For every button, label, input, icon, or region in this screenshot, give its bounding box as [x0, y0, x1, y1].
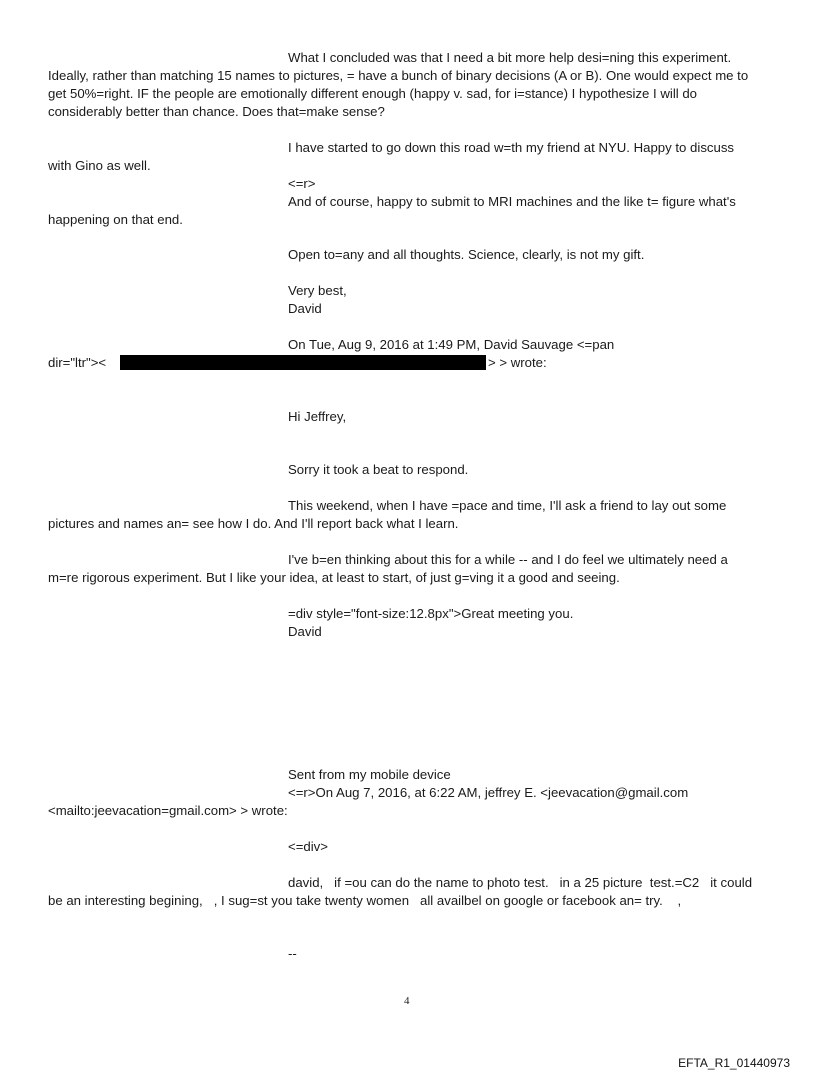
text-line: =div style="font-size:12.8px">Great meeting you. — [288, 606, 574, 621]
text-line: david, if =ou can do the name to photo test. in a 25 picture test.=C2 it could — [288, 875, 753, 890]
text-line: Ideally, rather than matching 15 names to pictures, = have a bunch of binary decisions (A or B). One would expect me to — [48, 68, 749, 83]
text-line: with Gino as well. — [48, 158, 151, 173]
text-line: dir="ltr">< — [48, 355, 107, 370]
text-line: David — [288, 624, 322, 639]
text-line: I have started to go down this road w=th my friend at NYU. Happy to discuss — [288, 140, 735, 155]
text-line: Very best, — [288, 283, 347, 298]
text-line: Open to=any and all thoughts. Science, clearly, is not my gift. — [288, 247, 645, 262]
text-line: David — [288, 301, 322, 316]
text-line: happening on that end. — [48, 212, 183, 227]
redaction-bar — [120, 355, 486, 370]
text-line: <mailto:jeevacation=gmail.com> > wrote: — [48, 803, 288, 818]
text-line: On Tue, Aug 9, 2016 at 1:49 PM, David Sauvage <=pan — [288, 337, 615, 352]
text-line: This weekend, when I have =pace and time, I'll ask a friend to lay out some — [288, 498, 727, 513]
text-line: <=r> — [288, 176, 316, 191]
text-line: I've b=en thinking about this for a while -- and I do feel we ultimately need a — [288, 552, 728, 567]
text-line: get 50%=right. IF the people are emotionally different enough (happy v. sad, for i=stance) I hypothesize I will do — [48, 86, 698, 101]
text-line: pictures and names an= see how I do. And I'll report back what I learn. — [48, 516, 459, 531]
text-line: > > wrote: — [488, 355, 547, 370]
page-number: 4 — [404, 995, 410, 1007]
text-line: -- — [288, 946, 297, 961]
text-line: be an interesting begining, , I sug=st you take twenty women all availbel on google or facebook an= try. , — [48, 893, 682, 908]
text-line: And of course, happy to submit to MRI machines and the like t= figure what's — [288, 194, 736, 209]
text-line: Sent from my mobile device — [288, 767, 451, 782]
text-line: <=div> — [288, 839, 328, 854]
text-line: m=re rigorous experiment. But I like your idea, at least to start, of just g=ving it a good and seeing. — [48, 570, 620, 585]
text-line: Sorry it took a beat to respond. — [288, 462, 469, 477]
text-line: <=r>On Aug 7, 2016, at 6:22 AM, jeffrey E. <jeevacation@gmail.com — [288, 785, 689, 800]
document-id: EFTA_R1_01440973 — [678, 1056, 790, 1070]
text-line: What I concluded was that I need a bit more help desi=ning this experiment. — [288, 50, 732, 65]
text-line: Hi Jeffrey, — [288, 409, 347, 424]
text-line: considerably better than chance. Does that=make sense? — [48, 104, 385, 119]
